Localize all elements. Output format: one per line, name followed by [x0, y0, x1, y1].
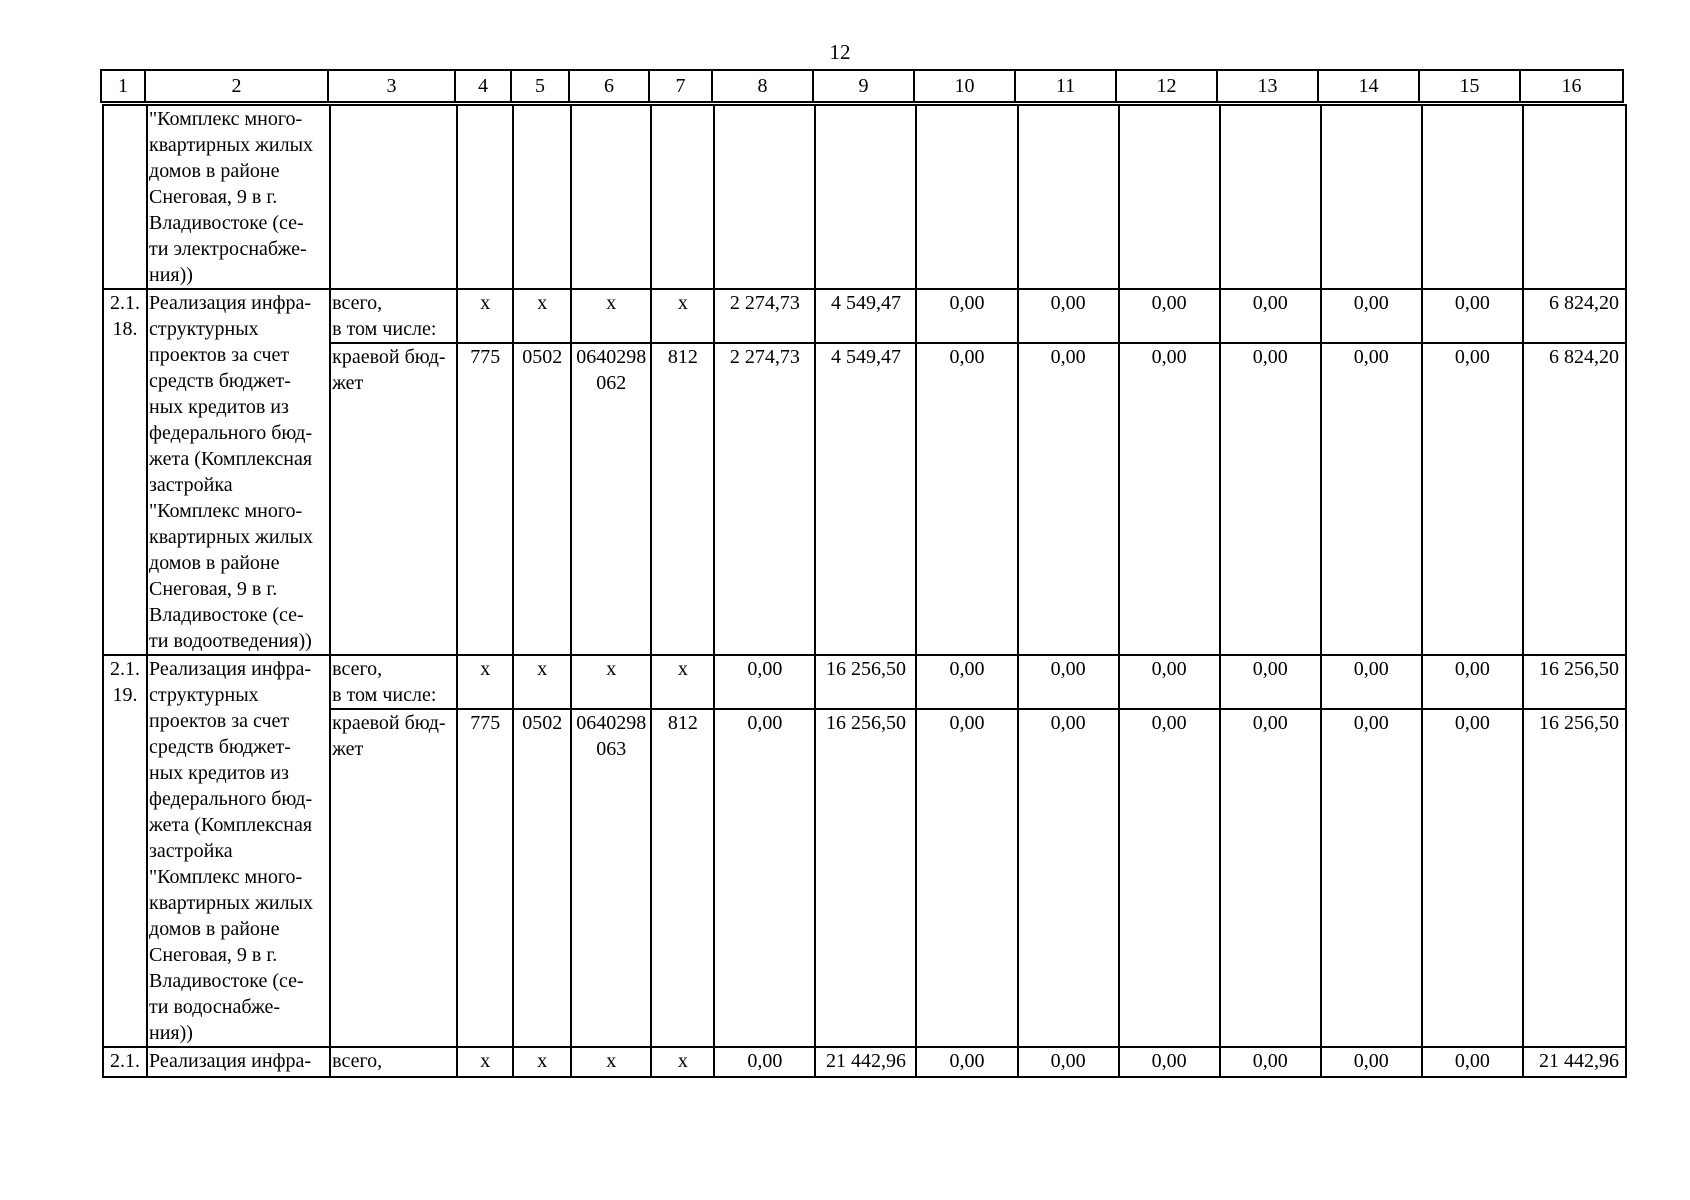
table-cell: 0502 [513, 343, 571, 655]
value-cell: 0,00 [1119, 655, 1220, 709]
funding-source: краевой бюд- жет [330, 343, 457, 655]
value-cell: 0,00 [1220, 1047, 1321, 1077]
value-cell: 0,00 [916, 709, 1017, 1047]
value-cell: 0,00 [1220, 289, 1321, 343]
table-cell [651, 105, 714, 289]
table-cell: x [513, 289, 571, 343]
value-cell: 0,00 [1321, 343, 1422, 655]
measure-name: Реализация инфра- структурных проектов за счет средств бюджет- ных кредитов из федерального бюд- жета (Комплексная застройка "Комплекс много- квартирных жилых домов в районе Снеговая, 9 в г. Владивостоке (се- ти водоснабже- ния)) [147, 655, 330, 1047]
value-cell: 0,00 [1018, 289, 1119, 343]
column-header: 4 [455, 70, 511, 102]
table-cell: x [457, 289, 513, 343]
value-cell: 0,00 [1119, 1047, 1220, 1077]
table-row-total [103, 289, 1626, 343]
value-cell: 16 256,50 [815, 709, 916, 1047]
value-cell: 0,00 [1119, 289, 1220, 343]
value-cell: 6 824,20 [1523, 343, 1626, 655]
table-cell [103, 105, 147, 289]
value-cell: 16 256,50 [1523, 655, 1626, 709]
table-cell: x [571, 289, 651, 343]
column-header: 16 [1520, 70, 1623, 102]
funding-source: всего, в том числе: [330, 289, 457, 343]
column-header: 12 [1116, 70, 1217, 102]
measure-name: Реализация инфра- [147, 1047, 330, 1077]
row-number: 2.1. [103, 1047, 147, 1077]
value-cell: 0,00 [714, 709, 815, 1047]
table-row-total [103, 655, 1626, 709]
value-cell: 0,00 [714, 655, 815, 709]
value-cell: 0,00 [1422, 343, 1523, 655]
value-cell: 2 274,73 [714, 289, 815, 343]
value-cell: 0,00 [1018, 1047, 1119, 1077]
table-cell [1220, 105, 1321, 289]
value-cell: 16 256,50 [815, 655, 916, 709]
value-cell: 0,00 [1119, 343, 1220, 655]
value-cell: 0,00 [1321, 655, 1422, 709]
table-cell: 0502 [513, 709, 571, 1047]
table-cell [714, 105, 815, 289]
column-header: 9 [813, 70, 914, 102]
value-cell: 0,00 [714, 1047, 815, 1077]
value-cell: 0,00 [1220, 655, 1321, 709]
value-cell: 0,00 [916, 289, 1017, 343]
table-cell [1422, 105, 1523, 289]
value-cell: 0,00 [1018, 709, 1119, 1047]
row-number: 2.1. 18. [103, 289, 147, 655]
measure-name: "Комплекс много- квартирных жилых домов в районе Снеговая, 9 в г. Владивостоке (се- ти электроснабже- ния)) [147, 105, 330, 289]
value-cell: 0,00 [916, 343, 1017, 655]
value-cell: 21 442,96 [815, 1047, 916, 1077]
value-cell: 0,00 [1018, 343, 1119, 655]
table-cell: x [571, 655, 651, 709]
table-cell: x [513, 655, 571, 709]
value-cell: 4 549,47 [815, 289, 916, 343]
column-header: 15 [1419, 70, 1520, 102]
value-cell: 21 442,96 [1523, 1047, 1626, 1077]
column-header-row [101, 70, 1623, 102]
table-cell [1018, 105, 1119, 289]
value-cell: 0,00 [916, 655, 1017, 709]
column-header: 5 [511, 70, 569, 102]
table-cell: x [513, 1047, 571, 1077]
table-cell [457, 105, 513, 289]
value-cell: 16 256,50 [1523, 709, 1626, 1047]
value-cell: 2 274,73 [714, 343, 815, 655]
value-cell: 4 549,47 [815, 343, 916, 655]
column-header: 8 [712, 70, 813, 102]
table-cell [815, 105, 916, 289]
table-cell: 812 [651, 343, 714, 655]
column-header: 6 [569, 70, 649, 102]
column-header: 11 [1015, 70, 1116, 102]
column-header: 1 [101, 70, 145, 102]
value-cell: 0,00 [1422, 1047, 1523, 1077]
table-cell: x [651, 1047, 714, 1077]
column-header: 2 [145, 70, 328, 102]
value-cell: 0,00 [1119, 709, 1220, 1047]
table-row-sub [103, 709, 1626, 1047]
column-header: 7 [649, 70, 712, 102]
column-header: 13 [1217, 70, 1318, 102]
table-row-continuation [103, 105, 1626, 289]
value-cell: 0,00 [1220, 709, 1321, 1047]
column-header: 3 [328, 70, 455, 102]
value-cell: 0,00 [1220, 343, 1321, 655]
value-cell: 0,00 [1321, 709, 1422, 1047]
value-cell: 0,00 [1018, 655, 1119, 709]
measure-name: Реализация инфра- структурных проектов за счет средств бюджет- ных кредитов из федерального бюд- жета (Комплексная застройка "Комплекс много- квартирных жилых домов в районе Снеговая, 9 в г. Владивостоке (се- ти водоотведения)) [147, 289, 330, 655]
column-header: 10 [914, 70, 1015, 102]
table-cell [330, 105, 457, 289]
column-header: 14 [1318, 70, 1419, 102]
value-cell: 0,00 [1422, 655, 1523, 709]
value-cell: 6 824,20 [1523, 289, 1626, 343]
funding-source: всего, в том числе: [330, 655, 457, 709]
value-cell: 0,00 [916, 1047, 1017, 1077]
value-cell: 0,00 [1422, 289, 1523, 343]
table-row-total [103, 1047, 1626, 1077]
table-cell [1321, 105, 1422, 289]
table-cell: 775 [457, 343, 513, 655]
table-cell: x [571, 1047, 651, 1077]
value-cell: 0,00 [1321, 1047, 1422, 1077]
funding-source: краевой бюд- жет [330, 709, 457, 1047]
table-cell: 0640298 062 [571, 343, 651, 655]
page-number: 12 [829, 40, 851, 64]
table-cell [513, 105, 571, 289]
column-header-table [100, 69, 1624, 103]
table-cell: x [457, 655, 513, 709]
table-cell [571, 105, 651, 289]
table-cell: 0640298 063 [571, 709, 651, 1047]
value-cell: 0,00 [1321, 289, 1422, 343]
table-cell: 812 [651, 709, 714, 1047]
value-cell: 0,00 [1422, 709, 1523, 1047]
table-cell: 775 [457, 709, 513, 1047]
table-cell: x [651, 289, 714, 343]
table-cell: x [457, 1047, 513, 1077]
row-number: 2.1. 19. [103, 655, 147, 1047]
table-cell [1523, 105, 1626, 289]
table-cell: x [651, 655, 714, 709]
budget-table [102, 104, 1627, 1078]
table-cell [1119, 105, 1220, 289]
table-cell [916, 105, 1017, 289]
table-row-sub [103, 343, 1626, 655]
funding-source: всего, [330, 1047, 457, 1077]
